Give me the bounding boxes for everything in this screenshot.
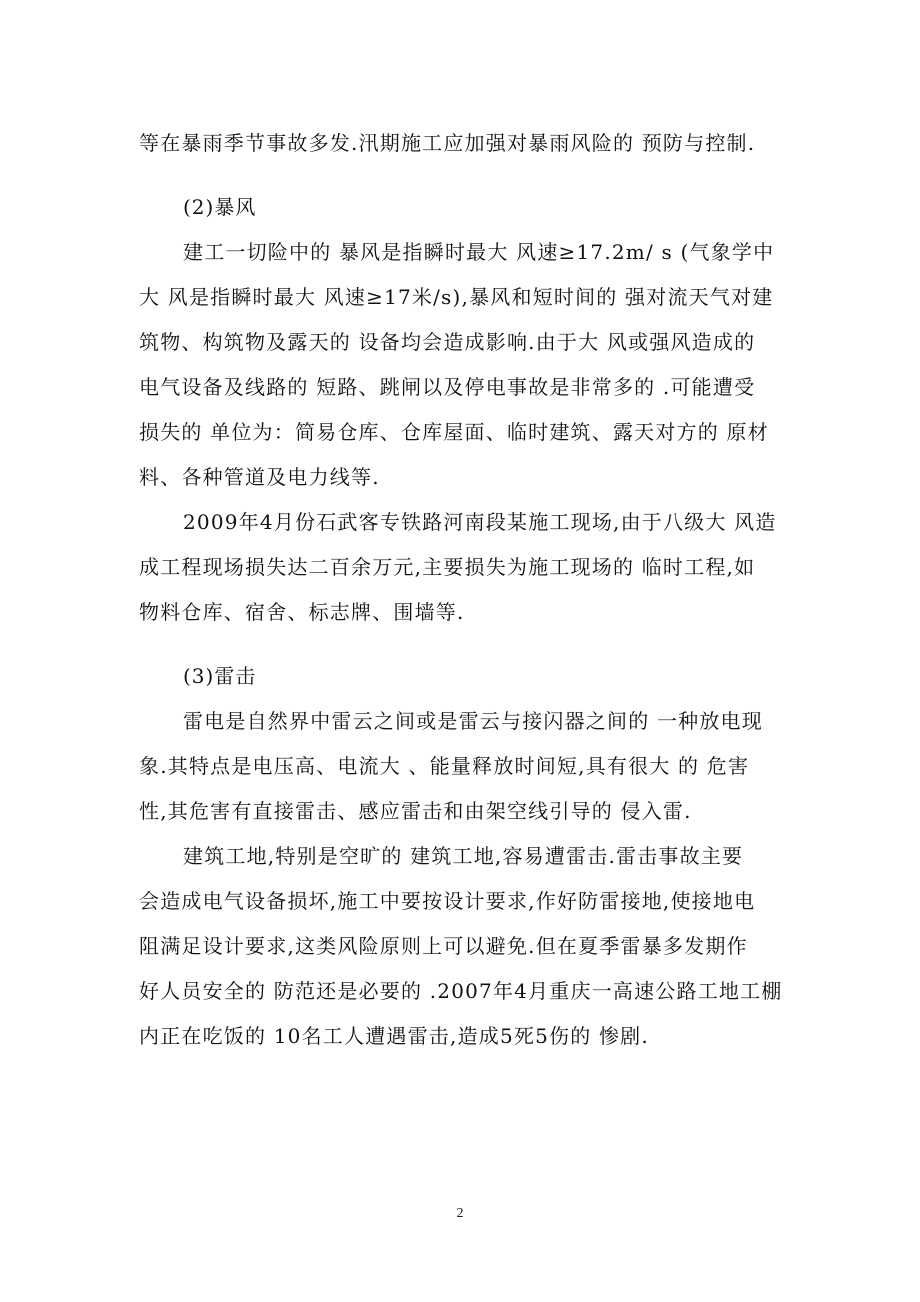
text-line: 雷电是自然界中雷云之间或是雷云与接闪器之间的 一种放电现 xyxy=(183,709,763,733)
heading-text: (3)雷击 xyxy=(183,664,257,688)
paragraph-storm-case xyxy=(139,500,794,635)
text-line: 好人员安全的 防范还是必要的 .2007年4月重庆一高速公路工地工棚 xyxy=(139,979,783,1003)
text-line: 损失的 单位为：简易仓库、仓库屋面、临时建筑、露天对方的 原材 xyxy=(139,420,769,444)
paragraph-rainstorm-tail xyxy=(139,121,794,166)
text-line: 内正在吃饭的 10名工人遭遇雷击,造成5死5伤的 惨剧. xyxy=(139,1024,649,1048)
text-line: 物料仓库、宿舍、标志牌、围墙等. xyxy=(139,600,465,624)
page-number: 2 xyxy=(456,1206,464,1221)
text-line: 等在暴雨季节事故多发.汛期施工应加强对暴雨风险的 预防与控制. xyxy=(139,131,756,155)
document-body xyxy=(139,121,794,1059)
text-line: 建筑工地,特别是空旷的 建筑工地,容易遭雷击.雷击事故主要 xyxy=(183,844,744,868)
text-line: 建工一切险中的 暴风是指瞬时最大 风速≥17.2m/ s (气象学中 xyxy=(183,240,775,264)
paragraph-storm-definition xyxy=(139,230,794,500)
text-line: 2009年4月份石武客专铁路河南段某施工现场,由于八级大 风造 xyxy=(183,510,777,534)
text-line: 料、各种管道及电力线等. xyxy=(139,465,380,489)
heading-text: (2)暴风 xyxy=(183,195,257,219)
text-line: 性,其危害有直接雷击、感应雷击和由架空线引导的 侵入雷. xyxy=(139,799,692,823)
section-heading-storm xyxy=(139,185,794,230)
text-line: 象.其特点是电压高、电流大 、能量释放时间短,具有很大 的 危害 xyxy=(139,754,750,778)
text-line: 大 风是指瞬时最大 风速≥17米/s),暴风和短时间的 强对流天气对建 xyxy=(139,285,774,309)
text-line: 电气设备及线路的 短路、跳闸以及停电事故是非常多的 .可能遭受 xyxy=(139,375,756,399)
text-line: 会造成电气设备损坏,施工中要按设计要求,作好防雷接地,使接地电 xyxy=(139,889,756,913)
text-line: 筑物、构筑物及露天的 设备均会造成影响.由于大 风或强风造成的 xyxy=(139,330,756,354)
text-line: 阻满足设计要求,这类风险原则上可以避免.但在夏季雷暴多发期作 xyxy=(139,934,748,958)
text-line: 成工程现场损失达二百余万元,主要损失为施工现场的 临时工程,如 xyxy=(139,555,756,579)
paragraph-lightning-definition xyxy=(139,699,794,834)
paragraph-lightning-site xyxy=(139,834,794,1059)
section-heading-lightning xyxy=(139,654,794,699)
